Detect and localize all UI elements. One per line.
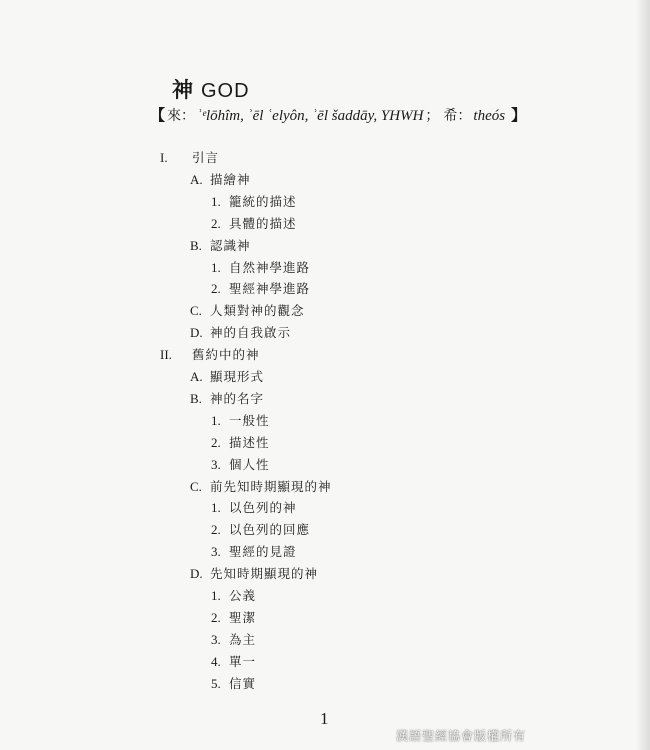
outline-item-text: 一般性 bbox=[229, 412, 270, 428]
outline-item-level-3 bbox=[211, 279, 310, 299]
entry-title-english: GOD bbox=[201, 80, 250, 102]
outline-item-level-3 bbox=[211, 258, 310, 278]
outline-item-level-2 bbox=[190, 477, 332, 497]
outline-item-text: 人類對神的觀念 bbox=[210, 303, 305, 319]
outline-item-level-2 bbox=[190, 564, 318, 584]
outline-item-text: 以色列的回應 bbox=[229, 522, 311, 538]
entry-title-chinese: 神 bbox=[172, 78, 193, 102]
outline-item-number: II. bbox=[160, 347, 172, 363]
outline-item-level-3 bbox=[211, 455, 270, 475]
etymology-line bbox=[150, 104, 526, 127]
outline-item-number: A. bbox=[190, 171, 203, 187]
outline-item-level-3 bbox=[211, 498, 297, 518]
outline-item-text: 聖潔 bbox=[229, 609, 257, 625]
outline-item-text: 自然神學進路 bbox=[229, 259, 311, 275]
outline-item-text: 以色列的神 bbox=[229, 500, 297, 516]
outline-item-text: 引言 bbox=[192, 150, 220, 165]
hebrew-terms: ʾᵉlōhîm, ʾēl ʿelyôn, ʾēl šaddāy, YHWH bbox=[197, 108, 424, 124]
copyright-watermark: 漢語聖經協會版權所有 bbox=[396, 729, 527, 743]
outline-item-text: 神的名字 bbox=[210, 390, 265, 406]
outline-item-number: 1. bbox=[211, 500, 221, 516]
outline-item-text: 神的自我啟示 bbox=[210, 325, 292, 341]
outline-item-level-2 bbox=[190, 301, 305, 321]
outline-item-number: 4. bbox=[211, 653, 221, 669]
outline-item-text: 前先知時期顯現的神 bbox=[210, 478, 332, 494]
outline-item-number: 2. bbox=[211, 434, 221, 450]
outline-item-level-3 bbox=[211, 586, 256, 606]
outline-item-number: 2. bbox=[211, 522, 221, 538]
outline-item-text: 為主 bbox=[229, 631, 257, 647]
outline-item-level-3 bbox=[211, 674, 256, 694]
outline-item-level-3 bbox=[211, 192, 297, 212]
outline-item-number: B. bbox=[190, 237, 202, 253]
outline-item-number: 3. bbox=[211, 544, 221, 560]
outline-item-level-2 bbox=[190, 367, 264, 387]
outline-item-text: 公義 bbox=[229, 588, 257, 603]
outline-item-number: 3. bbox=[211, 456, 221, 472]
outline-item-number: 1. bbox=[211, 193, 221, 209]
outline-item-number: 1. bbox=[211, 412, 221, 428]
outline-item-level-1 bbox=[160, 345, 260, 365]
outline-item-text: 單一 bbox=[229, 653, 257, 669]
greek-term: theós bbox=[473, 108, 506, 124]
outline-item-number: A. bbox=[190, 369, 203, 384]
outline-item-number: 3. bbox=[211, 631, 221, 647]
outline-item-text: 籠統的描述 bbox=[229, 193, 297, 209]
outline-item-level-2 bbox=[190, 389, 264, 409]
outline-item-number: D. bbox=[190, 325, 203, 341]
outline-item-number: 5. bbox=[211, 675, 221, 691]
outline-item-level-2 bbox=[190, 323, 291, 343]
outline-item-text: 信實 bbox=[229, 675, 257, 691]
outline-item-level-3 bbox=[211, 520, 310, 540]
outline-item-level-3 bbox=[211, 630, 256, 650]
outline-item-text: 聖經的見證 bbox=[229, 544, 297, 560]
outline-item-number: C. bbox=[190, 303, 202, 319]
outline-item-text: 顯現形式 bbox=[210, 369, 265, 384]
outline-item-number: 1. bbox=[211, 588, 221, 603]
outline-item-level-3 bbox=[211, 608, 256, 628]
outline-item-level-3 bbox=[211, 542, 297, 562]
outline-item-text: 舊約中的神 bbox=[192, 347, 260, 363]
outline-item-number: D. bbox=[190, 566, 203, 582]
outline-item-text: 聖經神學進路 bbox=[229, 281, 311, 297]
outline-item-number: 2. bbox=[211, 281, 221, 297]
outline-item-level-3 bbox=[211, 214, 297, 234]
outline-item-number: B. bbox=[190, 390, 202, 406]
outline-item-level-3 bbox=[211, 433, 270, 453]
outline-item-level-2 bbox=[190, 236, 251, 256]
outline-item-number: C. bbox=[190, 478, 202, 494]
page-edge-shadow bbox=[636, 0, 650, 750]
outline-item-number: I. bbox=[160, 150, 168, 165]
outline-item-number: 1. bbox=[211, 259, 221, 275]
outline-item-text: 認識神 bbox=[210, 237, 251, 253]
outline-item-text: 個人性 bbox=[229, 456, 270, 472]
outline-item-level-1 bbox=[160, 148, 219, 168]
separator: ； bbox=[425, 108, 440, 124]
outline-item-text: 描繪神 bbox=[210, 171, 251, 187]
outline-item-number: 2. bbox=[211, 609, 221, 625]
page-number: 1 bbox=[320, 709, 329, 728]
outline-item-text: 先知時期顯現的神 bbox=[210, 566, 319, 582]
bracket-open: 【 bbox=[150, 106, 166, 124]
entry-title bbox=[172, 76, 250, 105]
outline-item-level-3 bbox=[211, 652, 256, 672]
outline-item-level-2 bbox=[190, 170, 251, 190]
outline-item-level-3 bbox=[211, 411, 270, 431]
bracket-close: 】 bbox=[511, 106, 527, 124]
outline-item-text: 描述性 bbox=[229, 434, 270, 450]
outline-item-number: 2. bbox=[211, 215, 221, 231]
greek-label: 希： bbox=[443, 108, 472, 124]
hebrew-label: 來： bbox=[167, 108, 196, 124]
outline-item-text: 具體的描述 bbox=[229, 215, 297, 231]
